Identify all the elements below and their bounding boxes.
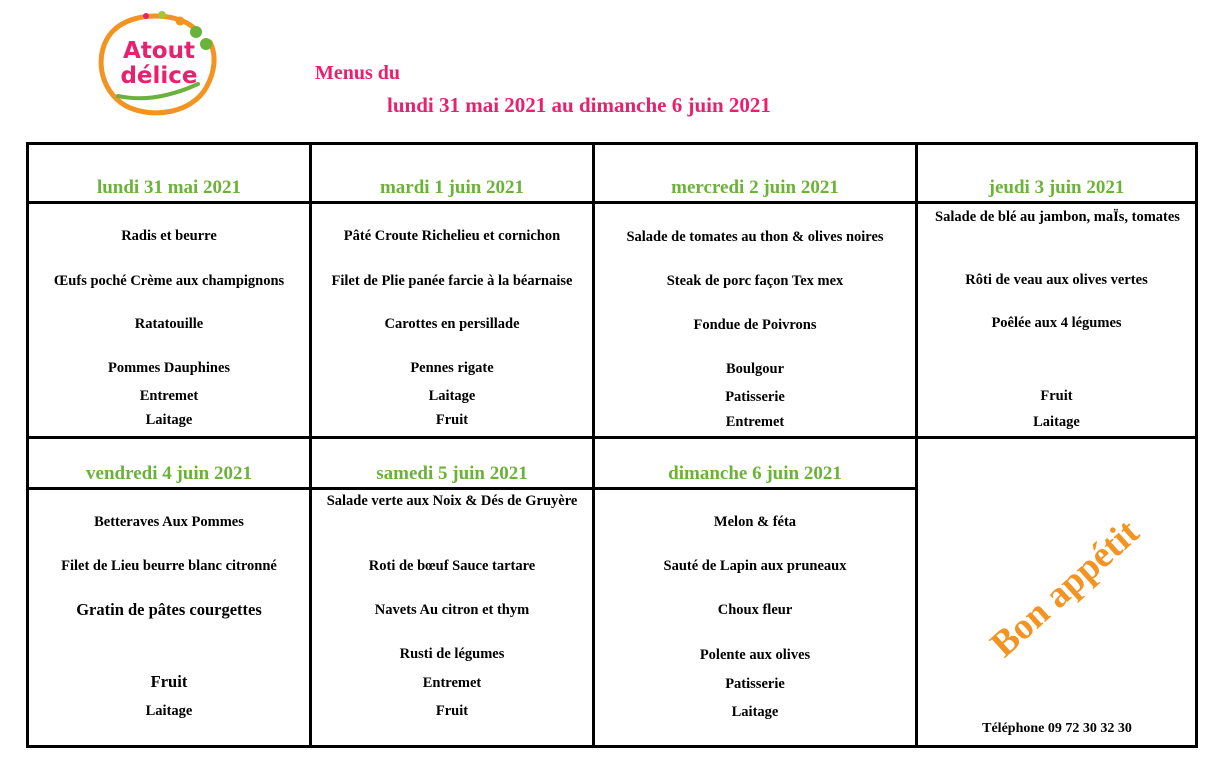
day-header-sunday: dimanche 6 juin 2021: [668, 463, 842, 484]
day-header-wednesday: mercredi 2 juin 2021: [671, 177, 839, 198]
logo-word-delice: délice: [120, 63, 198, 89]
menu-item: Gratin de pâtes courgettes: [76, 600, 262, 619]
day-header-saturday: samedi 5 juin 2021: [376, 463, 528, 484]
atout-delice-logo: [92, 8, 226, 120]
week-divider: [26, 436, 1198, 439]
menu-item: Entremet: [725, 414, 785, 430]
day-header-thursday: jeudi 3 juin 2021: [988, 177, 1125, 198]
menu-item: Laitage: [1033, 414, 1080, 430]
menu-item: Laitage: [145, 703, 193, 719]
title-line-1: Menus du: [315, 62, 401, 84]
menu-item: Poêlée aux 4 légumes: [991, 315, 1122, 331]
menu-item: Ratatouille: [134, 316, 204, 332]
menu-item: Sauté de Lapin aux pruneaux: [663, 558, 847, 574]
menu-item: Choux fleur: [717, 602, 793, 618]
title-line-2: lundi 31 mai 2021 au dimanche 6 juin 2021: [387, 93, 771, 117]
menu-item: Radis et beurre: [121, 228, 217, 244]
menu-item: Steak de porc façon Tex mex: [666, 273, 844, 289]
menu-item: Carottes en persillade: [384, 316, 520, 332]
menu-item: Laitage: [428, 388, 476, 404]
menu-item: Pâté Croute Richelieu et cornichon: [343, 228, 561, 244]
column-divider-3: [915, 142, 918, 748]
menu-item: Entremet: [422, 675, 482, 691]
menu-item: Salade verte aux Noix & Dés de Gruyère: [326, 493, 578, 509]
day-header-friday: vendredi 4 juin 2021: [86, 463, 252, 484]
menu-item: Patisserie: [725, 389, 785, 405]
menu-item: Entremet: [139, 388, 199, 404]
table-border-right: [1195, 142, 1198, 748]
menu-item: Filet de Plie panée farcie à la béarnaise: [331, 273, 573, 289]
menu-item: Fruit: [435, 703, 469, 719]
menu-item: Pennes rigate: [410, 360, 494, 376]
table-border-top: [26, 142, 1198, 145]
menu-item: Navets Au citron et thym: [374, 602, 530, 618]
menu-item: Fruit: [1040, 388, 1073, 404]
menu-item: Roti de bœuf Sauce tartare: [368, 558, 536, 574]
week2-header-divider: [26, 487, 917, 490]
week1-header-divider: [26, 201, 1198, 204]
menu-item: Patisserie: [725, 676, 785, 692]
menu-item: Pommes Dauphines: [107, 360, 231, 376]
menu-item: Filet de Lieu beurre blanc citronné: [61, 558, 277, 574]
logo-word-atout: Atout: [123, 38, 195, 64]
table-border-bottom: [26, 745, 1198, 748]
menu-item: Salade de blé au jambon, maÏs, tomates: [935, 209, 1180, 225]
menu-item: Fruit: [150, 672, 188, 691]
menu-item: Polente aux olives: [699, 647, 811, 663]
menu-item: Salade de tomates au thon & olives noires: [626, 229, 884, 245]
menu-item: Laitage: [731, 704, 779, 720]
menu-item: Melon & féta: [713, 514, 797, 530]
phone-number: Téléphone 09 72 30 32 30: [982, 721, 1132, 736]
menu-item: Rôti de veau aux olives vertes: [965, 272, 1148, 288]
menu-item: Betteraves Aux Pommes: [94, 514, 244, 530]
menu-item: Rusti de légumes: [399, 646, 505, 662]
menu-item: Boulgour: [725, 361, 784, 377]
bon-appetit-greeting: Bon appétit: [982, 511, 1148, 666]
menu-item: Œufs poché Crème aux champignons: [53, 273, 285, 289]
menu-item: Fondue de Poivrons: [693, 317, 817, 333]
day-header-monday: lundi 31 mai 2021: [96, 177, 242, 198]
menu-item: Fruit: [435, 412, 469, 428]
day-header-tuesday: mardi 1 juin 2021: [379, 177, 525, 198]
menu-item: Laitage: [145, 412, 193, 428]
